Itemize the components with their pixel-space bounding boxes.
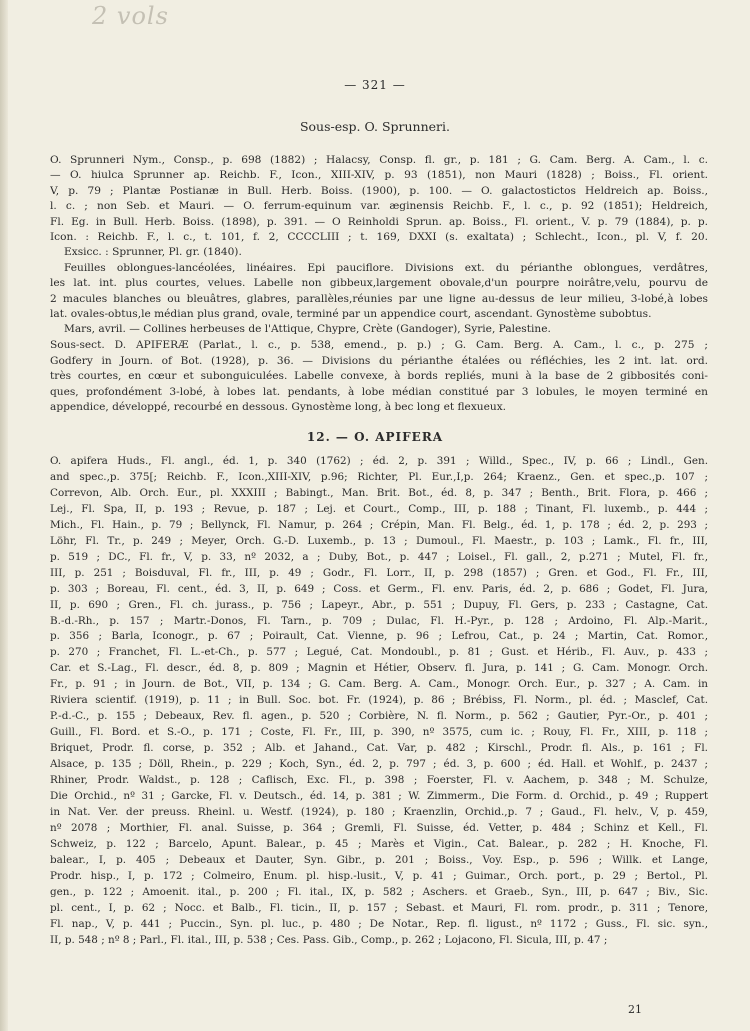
paragraph-sprunneri [50,153,708,338]
text-line: Rhiner, Prodr. Waldst., p. 128 ; Caflisch, Exc. Fl., p. 398 ; Foerster, Fl. v. Aachem, p. 348 ; M. Schulze, [50,774,708,787]
text-line: Feuilles oblongues-lancéolées, linéaires. Epi pauciflore. Divisions ext. du périanthe oblongues, verdâtres, [64,261,708,274]
text-line: Sous-sect. D. APIFERÆ (Parlat., l. c., p. 538, emend., p. p.) ; G. Cam. Berg. A. Cam., l. c., p. 275 ; [50,339,708,351]
text-line: B.-d.-Rh., p. 157 ; Martr.-Donos, Fl. Tarn., p. 709 ; Dulac, Fl. H.-Pyr., p. 128 ; Ardoino, Fl. Alp.-Marit., [50,614,708,627]
text-line: Mich., Fl. Hain., p. 79 ; Bellynck, Fl. Namur, p. 264 ; Crépin, Man. Fl. Belg., éd. 1, p. 178 ; éd. 2, p. 293 ; [50,518,708,531]
text-line: Riviera scientif. (1919), p. 11 ; in Bull. Soc. bot. Fr. (1924), p. 86 ; Brébiss, Fl. Norm., pl. éd. ; Masclef, Cat. [50,694,708,707]
text-line: lat. ovales-obtus,le médian plus grand, ovale, terminé par un appendice court, ascendant. Gynostème subobtus. [50,308,652,321]
text-line: in Nat. Ver. der preuss. Rheinl. u. Westf. (1924), p. 180 ; Kraenzlin, Orchid.,p. 7 ; Gaud., Fl. helv., V, p. 459, [50,805,708,818]
sous-esp-heading: Sous-esp. O. Sprunneri. [299,119,451,134]
text-line: Briquet, Prodr. fl. corse, p. 352 ; Alb. et Jahand., Cat. Var, p. 482 ; Kirschl., Prodr. fl. Als., p. 161 ; Fl. [50,742,708,755]
text-line: II, p. 690 ; Gren., Fl. ch. jurass., p. 756 ; Lapeyr., Abr., p. 551 ; Dupuy, Fl. Gers, p. 233 ; Castagne, Cat. [50,598,708,611]
text-line: p. 519 ; DC., Fl. fr., V, p. 33, nº 2032, a ; Duby, Bot., p. 447 ; Loisel., Fl. gall., 2, p.271 ; Mutel, Fl. fr., [50,550,708,563]
footer-signature-number: 21 [628,1003,642,1016]
text-line: Schweiz, p. 122 ; Barcelo, Apunt. Balear., p. 45 ; Marès et Vigin., Cat. Balear., p. 282 ; H. Knoche, Fl. [50,837,708,850]
text-line: Mars, avril. — Collines herbeuses de l'Attique, Chypre, Crète (Gandoger), Syrie, Palestine. [64,323,551,336]
text-line: Car. et S.-Lag., Fl. descr., éd. 8, p. 809 ; Magnin et Hétier, Observ. fl. Jura, p. 141 ; G. Cam. Monogr. Orch. [50,662,708,675]
text-line: Fl. nap., V, p. 441 ; Puccin., Syn. pl. luc., p. 480 ; De Notar., Rep. fl. ligust., nº 1172 ; Guss., Fl. sic. syn., [50,917,708,930]
text-line: Löhr, Fl. Tr., p. 249 ; Meyer, Orch. G.-D. Luxemb., p. 13 ; Dumoul., Fl. Maestr., p. 103 ; Lamk., Fl. fr., III, [50,534,708,547]
text-line: les lat. int. plus courtes, velues. Labelle non gibbeux,largement obovale,d'un pourpre noirâtre,velu, pourvu de [50,277,708,290]
text-line: O. Sprunneri Nym., Consp., p. 698 (1882) ; Halacsy, Consp. fl. gr., p. 181 ; G. Cam. Berg. A. Cam., l. c. [50,154,708,166]
paragraph-apiferae [50,338,708,416]
text-line: p. 270 ; Franchet, Fl. L.-et-Ch., p. 577 ; Legué, Cat. Mondoubl., p. 81 ; Gust. et Hérib., Fl. Auv., p. 433 ; [50,646,708,659]
text-line: gen., p. 122 ; Amoenit. ital., p. 200 ; Fl. ital., IX, p. 582 ; Aschers. et Graeb., Syn., III, p. 647 ; Biv., Sic. [50,885,708,898]
text-line: Exsicc. : Sprunner, Pl. gr. (1840). [64,246,242,259]
text-line: 2 macules blanches ou bleuâtres, glabres, parallèles,réunies par une ligne au-dessus de leur milieu, 3-lobé,à lobes [50,292,708,305]
text-line: P.-d.-C., p. 155 ; Debeaux, Rev. fl. agen., p. 520 ; Corbière, N. fl. Norm., p. 562 ; Gautier, Pyr.-Or., p. 401 ; [50,710,708,723]
text-line: Die Orchid., nº 31 ; Garcke, Fl. v. Deutsch., éd. 14, p. 381 ; W. Zimmerm., Die Form. d. Orchid., p. 49 ; Ruppert [50,790,708,803]
text-line: Fr., p. 91 ; in Journ. de Bot., VII, p. 134 ; G. Cam. Berg. A. Cam., Monogr. Orch. Eur., p. 327 ; A. Cam. in [50,678,708,691]
text-line: balear., I, p. 405 ; Debeaux et Dauter, Syn. Gibr., p. 201 ; Boiss., Voy. Esp., p. 596 ; Willk. et Lange, [50,853,708,866]
text-line: Icon. : Reichb. F., l. c., t. 101, f. 2, CCCCLIII ; t. 169, DXXI (s. exaltata) ; Schlecht., Icon., pl. V, f. 20. [50,231,708,244]
text-line: Fl. Eg. in Bull. Herb. Boiss. (1898), p. 391. — O Reinholdi Sprun. ap. Boiss., Fl. orient., V. p. 79 (1884), p. p. [50,215,708,228]
text-line: p. 356 ; Barla, Iconogr., p. 67 ; Poirault, Cat. Vienne, p. 96 ; Lefrou, Cat., p. 24 ; Martin, Cat. Romor., [50,630,708,643]
text-line: pl. cent., I, p. 62 ; Nocc. et Balb., Fl. ticin., II, p. 157 ; Sebast. et Mauri, Fl. rom. prodr., p. 311 ; Tenore, [50,901,708,914]
text-line: Alsace, p. 135 ; Döll, Rhein., p. 229 ; Koch, Syn., éd. 2, p. 797 ; éd. 3, p. 600 ; éd. Hall. et Wohlf., p. 2437 ; [50,758,708,771]
species-heading: 12. — O. APIFERA [306,430,444,444]
text-line: appendice, développé, recourbé en dessous. Gynostème long, à bec long et flexueux. [50,401,507,414]
handwritten-note: 2 vols [92,2,169,30]
text-line: Guill., Fl. Bord. et S.-O., p. 171 ; Coste, Fl. Fr., III, p. 390, nº 3575, cum ic. ; Rouy, Fl. Fr., XIII, p. 118 ; [50,726,708,739]
text-line: Godfery in Journ. of Bot. (1928), p. 36. — Divisions du périanthe étalées ou réfléchies, les 2 int. lat. ord. [50,354,708,367]
text-line: l. c. ; non Seb. et Mauri. — O. ferrum-equinum var. æginensis Reichb. F., l. c., p. 92 (1851); Heldreich, [50,200,708,213]
text-line: — O. hiulca Sprunner ap. Reichb. F., Icon., XIII-XIV, p. 93 (1851), non Mauri (1828) ; Boiss., Fl. orient. [50,169,708,182]
text-line: II, p. 548 ; nº 8 ; Parl., Fl. ital., III, p. 538 ; Ces. Pass. Gib., Comp., p. 262 ; Lojacono, Fl. Sicula, III, p. 47 ; [50,933,608,946]
text-line: p. 303 ; Boreau, Fl. cent., éd. 3, II, p. 649 ; Coss. et Germ., Fl. env. Paris, éd. 2, p. 686 ; Godet, Fl. Jura, [50,582,708,595]
paragraph-apifera-synonymy [50,454,708,949]
text-line: V, p. 79 ; Plantæ Postianæ in Bull. Herb. Boiss. (1900), p. 100. — O. galactostictos Heldreich ap. Boiss., [50,184,708,197]
text-line: and spec.,p. 375[; Reichb. F., Icon.,XIII-XIV, p.96; Richter, Pl. Eur.,I,p. 264; Kraenz., Gen. et spec.,p. 107 ; [50,470,708,483]
text-line: Lej., Fl. Spa, II, p. 193 ; Revue, p. 187 ; Lej. et Court., Comp., III, p. 188 ; Tinant, Fl. luxemb., p. 444 ; [50,502,708,515]
text-line: nº 2078 ; Morthier, Fl. anal. Suisse, p. 364 ; Gremli, Fl. Suisse, éd. Vetter, p. 484 ; Schinz et Kell., Fl. [50,821,708,834]
page-number: — 321 — [344,78,406,92]
text-line: Prodr. hisp., I, p. 172 ; Colmeiro, Enum. pl. hisp.-lusit., V, p. 41 ; Guimar., Orch. port., p. 29 ; Bertol., Pl. [50,869,708,882]
text-line: très courtes, en cœur et subonguiculées. Labelle convexe, à bords repliés, muni à la base de 2 gibbosités coni- [50,370,708,383]
text-line: III, p. 251 ; Boisduval, Fl. fr., III, p. 49 ; Godr., Fl. Lorr., II, p. 298 (1857) ; Gren. et God., Fl. Fr., III, [50,566,708,579]
text-line: O. apifera Huds., Fl. angl., éd. 1, p. 340 (1762) ; éd. 2, p. 391 ; Willd., Spec., IV, p. 66 ; Lindl., Gen. [50,455,708,467]
page-edge-shadow [0,0,8,1031]
text-line: ques, profondément 3-lobé, à lobes lat. pendants, à lobe médian constitué par 3 lobules, le moyen terminé en [50,385,708,398]
text-line: Correvon, Alb. Orch. Eur., pl. XXXIII ; Babingt., Man. Brit. Bot., éd. 8, p. 347 ; Benth., Brit. Flora, p. 466 ; [50,486,708,499]
